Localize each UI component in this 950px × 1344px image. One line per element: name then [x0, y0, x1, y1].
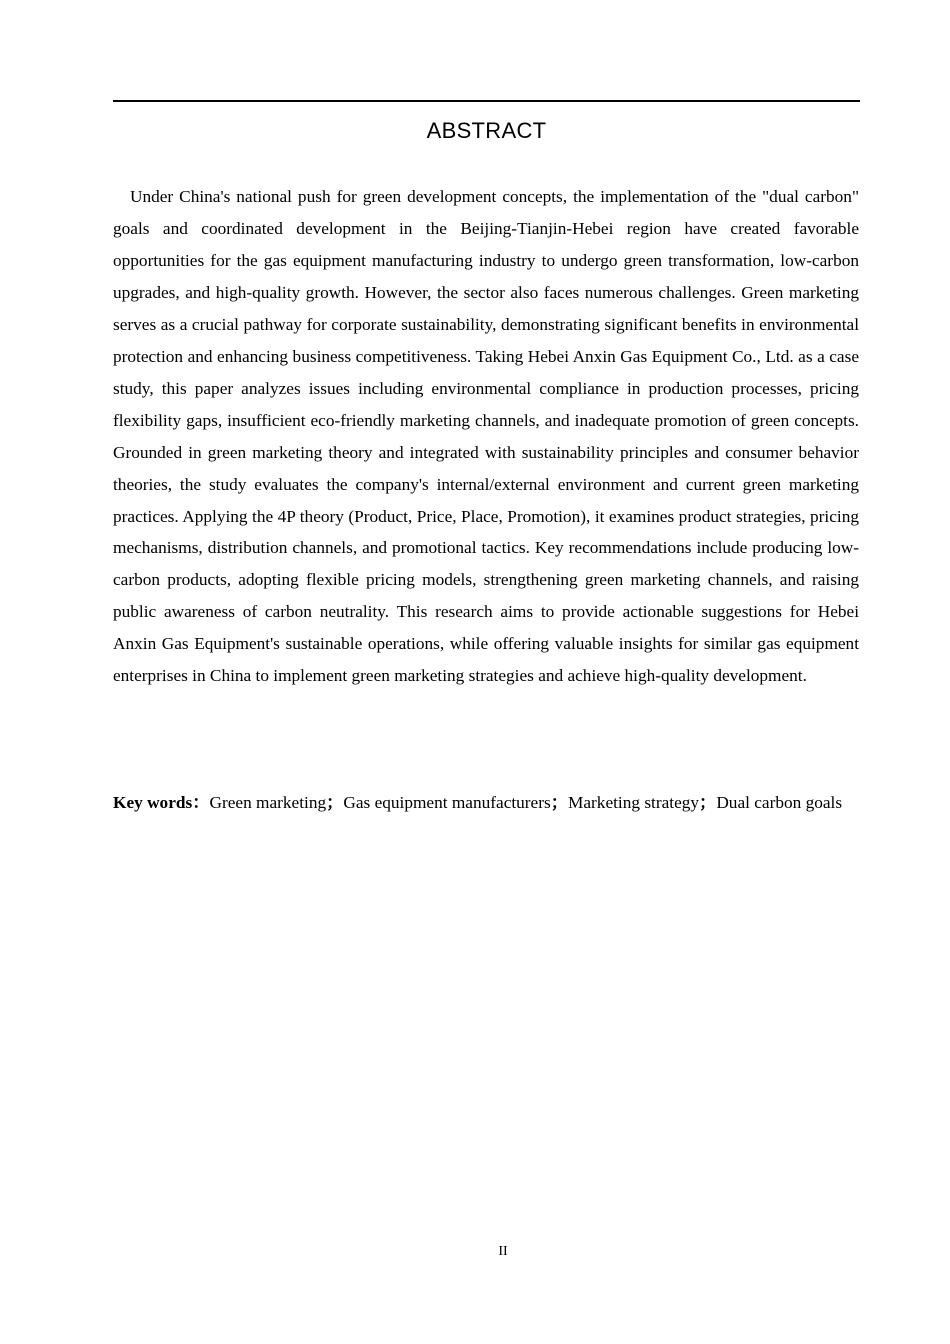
keyword-item: Gas equipment manufacturers — [343, 793, 551, 812]
keyword-separator: ； — [326, 793, 344, 812]
keyword-separator: ； — [699, 793, 717, 812]
keyword-separator: ； — [550, 793, 569, 812]
keywords-label-colon: ： — [192, 793, 210, 812]
keywords-label: Key words — [113, 793, 193, 812]
abstract-title: ABSTRACT — [426, 118, 547, 143]
page-number: II — [498, 1244, 508, 1259]
keywords-line — [113, 787, 859, 819]
keyword-item: Dual carbon goals — [716, 793, 843, 812]
abstract-body: Under China's national push for green development concepts, the implementation of the "dual carbon" goals and coordinated development in the Beijing-Tianjin-Hebei region have created favorable opportunities for the gas equipment manufacturing industry to undergo green transformation, low-carbon upgrades, and high-quality growth. However, the sector also faces numerous challenges. Green marketing serves as a crucial pathway for corporate sustainability, demonstrating significant benefits in environmental protection and enhancing business competitiveness. Taking Hebei Anxin Gas Equipment Co., Ltd. as a case study, this paper analyzes issues including environmental compliance in production processes, pricing flexibility gaps, insufficient eco-friendly marketing channels, and inadequate promotion of green concepts. Grounded in green marketing theory and integrated with sustainability principles and consumer behavior theories, the study evaluates the company's internal/external environment and current green marketing practices. Applying the 4P theory (Product, Price, Place, Promotion), it examines product strategies, pricing mechanisms, distribution channels, and promotional tactics. Key recommendations include producing low-carbon products, adopting flexible pricing models, strengthening green marketing channels, and raising public awareness of carbon neutrality. This research aims to provide actionable suggestions for Hebei Anxin Gas Equipment's sustainable operations, while offering valuable insights for similar gas equipment enterprises in China to implement green marketing strategies and achieve high-quality development. — [113, 187, 859, 686]
keyword-item: Green marketing — [209, 793, 327, 812]
header-rule — [113, 100, 860, 102]
keyword-item: Marketing strategy — [568, 793, 700, 812]
